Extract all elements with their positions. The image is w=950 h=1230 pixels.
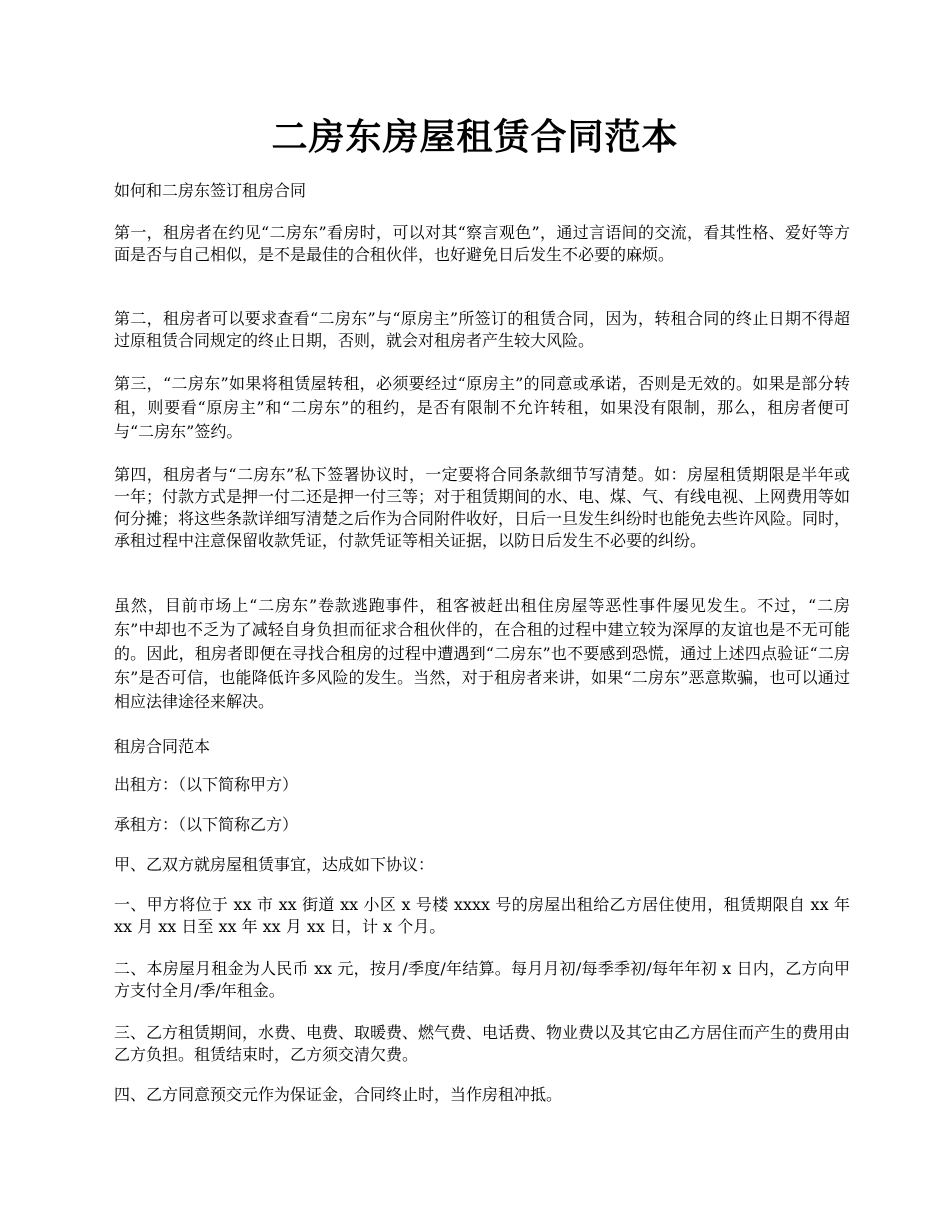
paragraph-agreement-intro: 甲、乙双方就房屋租赁事宜，达成如下协议： — [114, 855, 435, 874]
paragraph-clause-4: 四、乙方同意预交元作为保证金，合同终止时，当作房租冲抵。 — [114, 1085, 563, 1104]
document-title: 二房东房屋租赁合同范本 — [271, 116, 679, 158]
paragraph-heading-how-to-sign: 如何和二房东签订租房合同 — [114, 181, 307, 200]
paragraph-lessor: 出租方：（以下简称甲方） — [114, 775, 299, 794]
paragraph-clause-1: 一、甲方将位于 xx 市 xx 街道 xx 小区 x 号楼 xxxx 号的房屋出租给乙方居住使用，租赁期限自 xx 年 xx 月 xx 日至 xx 年 xx 月 xx 日，计 x 个月。 — [114, 895, 850, 936]
paragraph-contract-heading: 租房合同范本 — [114, 737, 211, 756]
paragraph-clause-2: 二、本房屋月租金为人民币 xx 元，按月/季度/年结算。每月月初/每季季初/每年年初 x 日内，乙方向甲方支付全月/季/年租金。 — [114, 959, 850, 1000]
paragraph-point-2: 第二，租房者可以要求查看“二房东”与“原房主”所签订的租赁合同，因为，转租合同的终止日期不得超过原租赁合同规定的终止日期，否则，就会对租房者产生较大风险。 — [114, 309, 850, 350]
paragraph-summary: 虽然，目前市场上“二房东”卷款逃跑事件，租客被赶出租住房屋等恶性事件屡见发生。不过，“二房东”中却也不乏为了减轻自身负担而征求合租伙伴的，在合租的过程中建立较为深厚的友谊也是不无可能的。因此，租房者即便在寻找合租房的过程中遭遇到“二房东”也不要感到恐慌，通过上述四点验证“二房东”是否可信，也能降低许多风险的发生。当然，对于租房者来讲，如果“二房东”恶意欺骗，也可以通过相应法律途径来解决。 — [114, 596, 850, 711]
paragraph-lessee: 承租方：（以下简称乙方） — [114, 815, 299, 834]
paragraph-clause-3: 三、乙方租赁期间，水费、电费、取暖费、燃气费、电话费、物业费以及其它由乙方居住而产生的费用由乙方负担。租赁结束时，乙方须交清欠费。 — [114, 1023, 851, 1064]
paragraph-point-3: 第三，“二房东”如果将租赁屋转租，必须要经过“原房主”的同意或承诺，否则是无效的。如果是部分转租，则要看“原房主”和“二房东”的租约，是否有限制不允许转租，如果没有限制，那么，租房者便可与“二房东”签约。 — [114, 374, 850, 441]
paragraph-point-4: 第四，租房者与“二房东”私下签署协议时，一定要将合同条款细节写清楚。如：房屋租赁期限是半年或一年；付款方式是押一付二还是押一付三等；对于租赁期间的水、电、煤、气、有线电视、上网费用等如何分摊；将这些条款详细写清楚之后作为合同附件收好，日后一旦发生纠纷时也能免去些许风险。同时，承租过程中注意保留收款凭证，付款凭证等相关证据，以防日后发生不必要的纠纷。 — [114, 465, 851, 550]
paragraph-point-1: 第一，租房者在约见“二房东”看房时，可以对其“察言观色”，通过言语间的交流，看其性格、爱好等方面是否与自己相似，是不是最佳的合租伙伴，也好避免日后发生不必要的麻烦。 — [114, 223, 850, 264]
